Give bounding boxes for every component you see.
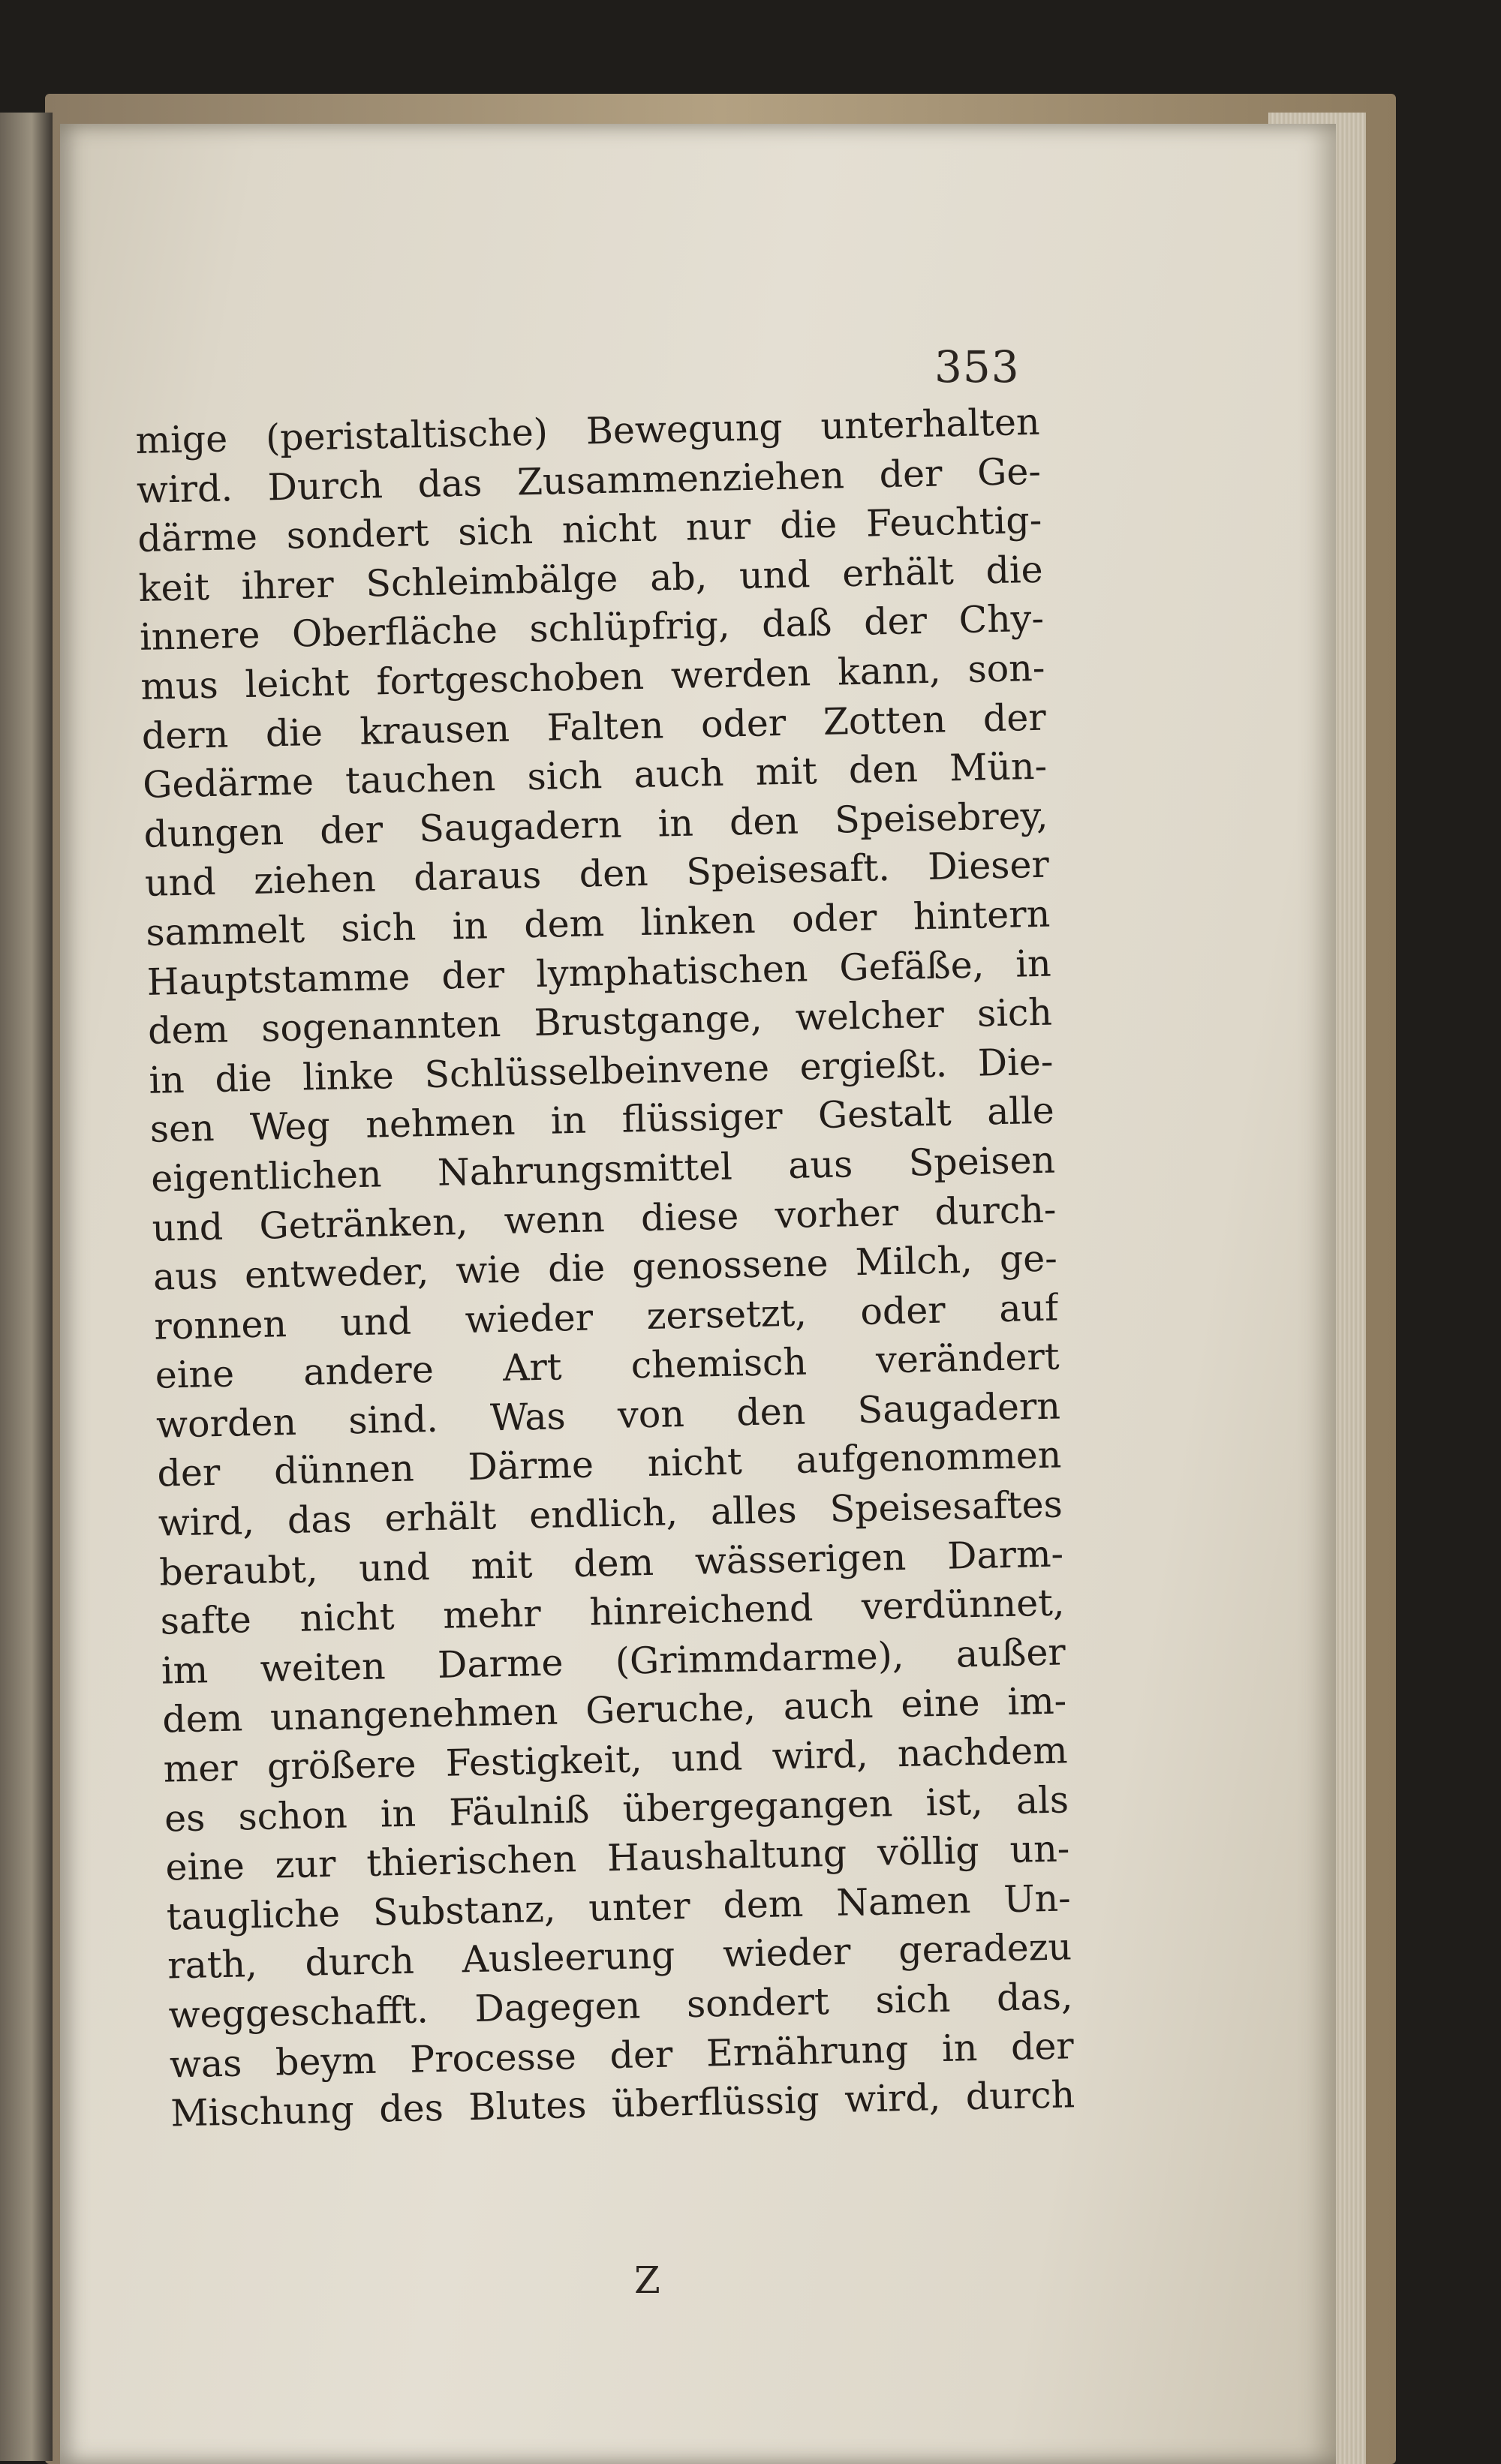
text-line: mus leicht fortgeschoben werden kann, son- <box>140 646 1045 708</box>
text-line: was beym Processe der Ernährung in der <box>169 2024 1075 2087</box>
body-text <box>135 398 1075 2139</box>
text-line: eine zur thierischen Haushaltung völlig un- <box>164 1827 1070 1889</box>
text-line: Gedärme tauchen sich auch mit den Mün- <box>142 744 1048 807</box>
text-line: rath, durch Ausleerung wieder geradezu <box>167 1925 1072 1988</box>
text-line: in die linke Schlüsselbeinvene ergießt. Die- <box>148 1040 1054 1102</box>
text-line: sammelt sich in dem linken oder hintern <box>145 892 1051 954</box>
text-line: dern die krausen Falten oder Zotten der <box>141 696 1047 758</box>
text-line: Hauptstamme der lymphatischen Gefäße, in <box>146 942 1052 1004</box>
text-line: ronnen und wieder zersetzt, oder auf <box>153 1286 1059 1348</box>
text-line: dem unangenehmen Geruche, auch eine im- <box>161 1679 1067 1742</box>
text-line: der dünnen Därme nicht aufgenommen <box>156 1433 1062 1496</box>
text-line: im weiten Darme (Grimmdarme), außer <box>161 1630 1066 1693</box>
text-line: Mischung des Blutes überflüssig wird, durch <box>170 2073 1075 2135</box>
text-line: und Getränken, wenn diese vorher durch- <box>152 1188 1057 1250</box>
page-number: 353 <box>934 341 1020 392</box>
text-line: aus entweder, wie die genossene Milch, ge- <box>152 1237 1058 1299</box>
text-line: weggeschafft. Dagegen sondert sich das, <box>168 1975 1073 2037</box>
text-line: wird, das erhält endlich, alles Speisesaftes <box>158 1483 1063 1545</box>
text-line: es schon in Fäulniß übergegangen ist, als <box>164 1777 1069 1840</box>
text-line: dungen der Saugadern in den Speisebrey, <box>143 794 1049 856</box>
text-line: innere Oberfläche schlüpfrig, daß der Chy- <box>139 597 1045 660</box>
text-line: beraubt, und mit dem wässerigen Darm- <box>158 1532 1064 1594</box>
text-line: worden sind. Was von den Saugadern <box>155 1384 1061 1447</box>
text-line: eigentlichen Nahrungsmittel aus Speisen <box>150 1138 1056 1200</box>
text-line: keit ihrer Schleimbälge ab, und erhält die <box>138 548 1044 610</box>
text-line: därme sondert sich nicht nur die Feuchtig- <box>137 498 1042 561</box>
text-line: mige (peristaltische) Bewegung unterhalten <box>135 400 1041 462</box>
text-line: safte nicht mehr hinreichend verdünnet, <box>160 1581 1065 1643</box>
text-line: und ziehen daraus den Speisesaft. Dieser <box>144 843 1050 906</box>
text-line: mer größere Festigkeit, und wird, nachdem <box>163 1729 1069 1791</box>
text-line: taugliche Substanz, unter dem Namen Un- <box>166 1877 1072 1939</box>
catchword: Z <box>634 2258 660 2302</box>
left-page-edge <box>0 113 53 2461</box>
text-line: sen Weg nehmen in flüssiger Gestalt alle <box>149 1089 1055 1152</box>
text-line: wird. Durch das Zusammenziehen der Ge- <box>136 449 1042 512</box>
text-line: eine andere Art chemisch verändert <box>155 1335 1060 1397</box>
text-line: dem sogenannten Brustgange, welcher sich <box>147 990 1053 1053</box>
